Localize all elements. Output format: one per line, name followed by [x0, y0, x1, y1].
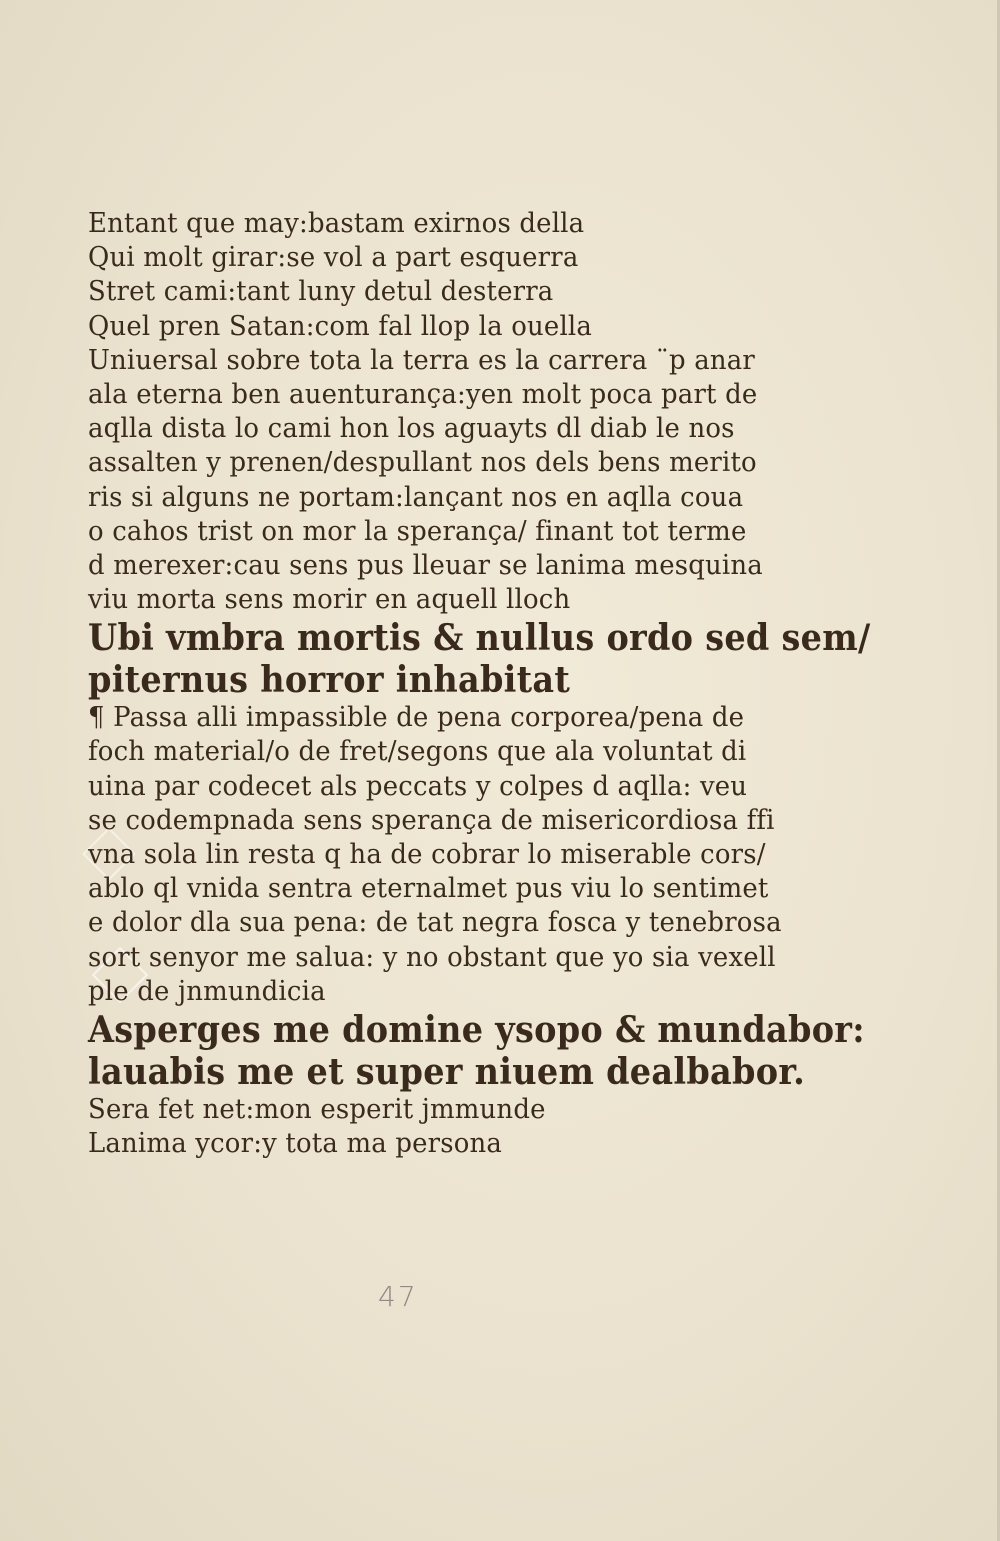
text-line: ¶ Passa alli impassible de pena corporea/pena de: [88, 702, 745, 734]
text-line: Entant que may:bastam exirnos della: [88, 208, 585, 239]
text-line: o cahos trist on mor la sperança/ finant tot terme: [88, 515, 747, 547]
text-line: Qui molt girar:se vol a part esquerra: [88, 242, 579, 274]
text-line: Lanima ycor:y tota ma persona: [88, 1128, 503, 1160]
heading-line: piternus horror inhabitat: [88, 659, 571, 702]
heading-line: lauabis me et super niuem dealbabor.: [88, 1050, 806, 1093]
heading-line: Ubi vmbra mortis & nullus ordo sed sem/: [88, 617, 871, 660]
text-line: viu morta sens morir en aquell lloch: [88, 584, 571, 616]
text-line: Stret cami:tant luny detul desterra: [88, 276, 554, 308]
text-line: d merexer:cau sens pus lleuar se lanima mesquina: [88, 549, 763, 581]
text-line: e dolor dla sua pena: de tat negra fosca y tenebrosa: [88, 907, 782, 939]
text-line: aqlla dista lo cami hon los aguayts dl diab le nos: [88, 413, 735, 445]
text-line: ris si alguns ne portam:lançant nos en aqlla coua: [88, 481, 744, 513]
text-line: Sera fet net:mon esperit jmmunde: [88, 1093, 546, 1125]
text-line: uina par codecet als peccats y colpes d aqlla: veu: [88, 770, 748, 802]
text-line: ple de jnmundicia: [88, 975, 326, 1007]
text-line: vna sola lin resta q ha de cobrar lo miserable cors/: [88, 839, 766, 870]
text-line: ablo ql vnida sentra eternalmet pus viu lo sentimet: [88, 873, 769, 905]
text-line: sort senyor me salua: y no obstant que yo sia vexell: [88, 941, 776, 973]
page-number: 47: [378, 1280, 418, 1313]
text-line: Quel pren Satan:com fal llop la ouella: [88, 310, 593, 342]
text-line: assalten y prenen/despullant nos dels bens merito: [88, 447, 757, 479]
text-line: ala eterna ben auenturança:yen molt poca part de: [88, 378, 758, 410]
text-line: Uniuersal sobre tota la terra es la carrera ¨p anar: [88, 344, 755, 376]
body-text: [88, 207, 871, 1161]
text-line: foch material/o de fret/segons que ala voluntat di: [88, 736, 747, 768]
text-line: se codempnada sens sperança de misericordiosa ffi: [88, 804, 775, 836]
heading-line: Asperges me domine ysopo & mundabor:: [88, 1008, 865, 1051]
